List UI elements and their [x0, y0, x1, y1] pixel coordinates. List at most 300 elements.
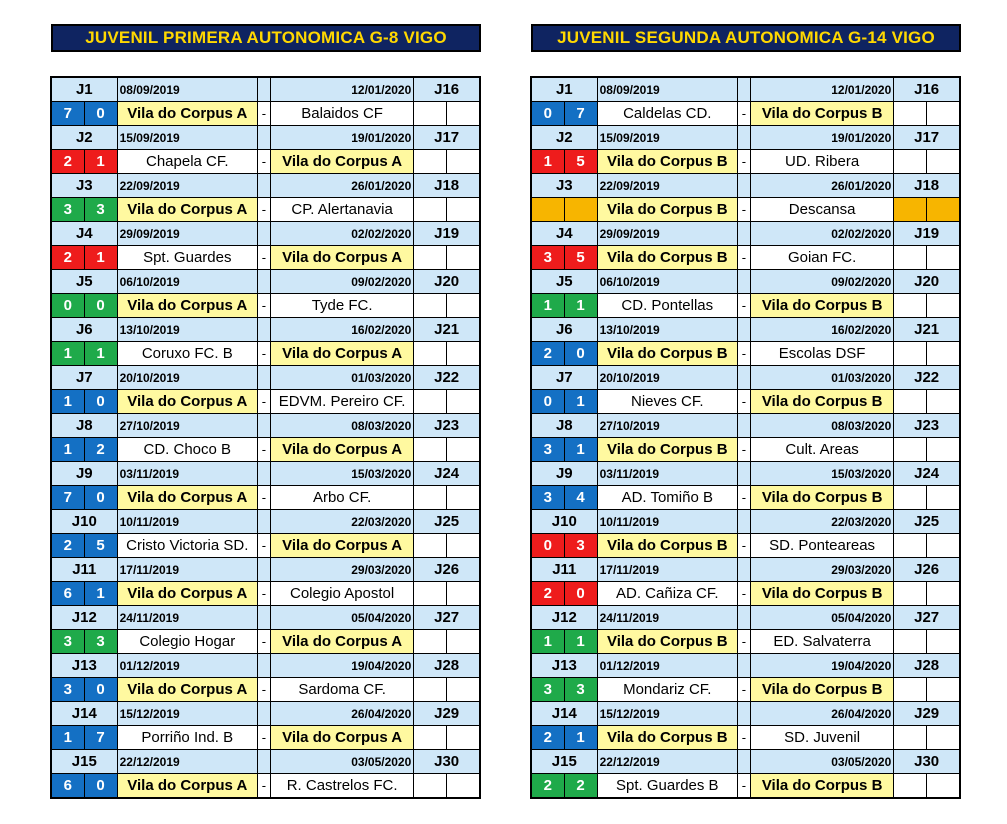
header-spacer: [257, 222, 270, 246]
versus-dash: -: [737, 630, 750, 654]
round-label-first-leg: J4: [531, 222, 597, 246]
round-label-second-leg: J24: [414, 462, 480, 486]
score-away: 1: [564, 438, 597, 462]
return-score-home: [894, 246, 927, 270]
versus-dash: -: [737, 726, 750, 750]
fixtures-table-segunda: [530, 76, 961, 799]
home-team: Spt. Guardes B: [597, 774, 737, 799]
header-spacer: [257, 414, 270, 438]
score-away: 7: [564, 102, 597, 126]
header-spacer: [257, 510, 270, 534]
round-label-first-leg: J2: [531, 126, 597, 150]
round-label-first-leg: J3: [51, 174, 117, 198]
round-label-second-leg: J22: [414, 366, 480, 390]
score-away: 3: [564, 534, 597, 558]
date-first-leg: 15/09/2019: [597, 126, 737, 150]
match-row: [51, 390, 480, 414]
header-spacer: [737, 318, 750, 342]
header-spacer: [737, 414, 750, 438]
date-first-leg: 17/11/2019: [597, 558, 737, 582]
score-home: 3: [51, 630, 84, 654]
score-away: 0: [564, 582, 597, 606]
header-spacer: [257, 318, 270, 342]
away-team: SD. Ponteareas: [750, 534, 893, 558]
round-header-row: [51, 462, 480, 486]
return-score-away: [927, 726, 960, 750]
away-team: ED. Salvaterra: [750, 630, 893, 654]
return-score-away: [447, 582, 480, 606]
header-spacer: [737, 270, 750, 294]
match-row: [51, 438, 480, 462]
date-second-leg: 02/02/2020: [270, 222, 413, 246]
header-spacer: [257, 77, 270, 102]
versus-dash: -: [737, 774, 750, 799]
date-second-leg: 12/01/2020: [750, 77, 893, 102]
date-second-leg: 01/03/2020: [750, 366, 893, 390]
versus-dash: -: [737, 438, 750, 462]
round-label-first-leg: J12: [51, 606, 117, 630]
return-score-away: [447, 774, 480, 799]
score-home: 3: [531, 678, 564, 702]
score-home: 2: [51, 534, 84, 558]
date-first-leg: 20/10/2019: [597, 366, 737, 390]
home-team: CD. Pontellas: [597, 294, 737, 318]
round-label-first-leg: J2: [51, 126, 117, 150]
score-away: 4: [564, 486, 597, 510]
round-label-second-leg: J26: [894, 558, 960, 582]
round-header-row: [51, 126, 480, 150]
match-row: [531, 774, 960, 799]
away-team: SD. Juvenil: [750, 726, 893, 750]
match-row: [51, 198, 480, 222]
round-label-second-leg: J23: [414, 414, 480, 438]
match-row: [51, 246, 480, 270]
away-team: Vila do Corpus A: [270, 726, 413, 750]
home-team: Spt. Guardes: [117, 246, 257, 270]
round-label-second-leg: J28: [894, 654, 960, 678]
date-second-leg: 19/04/2020: [750, 654, 893, 678]
home-team: Nieves CF.: [597, 390, 737, 414]
return-score-home: [414, 150, 447, 174]
round-label-first-leg: J14: [531, 702, 597, 726]
score-home: 6: [51, 774, 84, 799]
score-home: 7: [51, 486, 84, 510]
return-score-home: [414, 198, 447, 222]
round-header-row: [51, 222, 480, 246]
score-home: 2: [51, 150, 84, 174]
match-row: [531, 534, 960, 558]
return-score-away: [447, 678, 480, 702]
score-away: 7: [84, 726, 117, 750]
score-away: 1: [84, 342, 117, 366]
panel-title-text: JUVENIL PRIMERA AUTONOMICA G-8 VIGO: [85, 28, 447, 47]
return-score-home: [414, 486, 447, 510]
date-first-leg: 15/12/2019: [117, 702, 257, 726]
round-label-first-leg: J15: [51, 750, 117, 774]
versus-dash: -: [737, 198, 750, 222]
score-away: 0: [84, 774, 117, 799]
date-first-leg: 15/09/2019: [117, 126, 257, 150]
match-row: [531, 678, 960, 702]
match-row: [51, 726, 480, 750]
versus-dash: -: [257, 438, 270, 462]
match-row: [51, 342, 480, 366]
round-header-row: [51, 654, 480, 678]
return-score-home: [414, 390, 447, 414]
home-team: Caldelas CD.: [597, 102, 737, 126]
home-team: Coruxo FC. B: [117, 342, 257, 366]
return-score-away: [447, 342, 480, 366]
versus-dash: -: [257, 678, 270, 702]
home-team: Colegio Hogar: [117, 630, 257, 654]
return-score-away: [447, 486, 480, 510]
match-row: [531, 726, 960, 750]
home-team: Chapela CF.: [117, 150, 257, 174]
round-label-second-leg: J17: [414, 126, 480, 150]
match-row: [51, 150, 480, 174]
round-label-second-leg: J29: [414, 702, 480, 726]
versus-dash: -: [257, 198, 270, 222]
return-score-home: [414, 726, 447, 750]
header-spacer: [737, 222, 750, 246]
round-header-row: [531, 510, 960, 534]
round-header-row: [531, 126, 960, 150]
round-label-first-leg: J14: [51, 702, 117, 726]
return-score-away: [927, 774, 960, 799]
round-header-row: [51, 318, 480, 342]
versus-dash: -: [257, 486, 270, 510]
header-spacer: [257, 702, 270, 726]
round-label-first-leg: J4: [51, 222, 117, 246]
round-header-row: [51, 174, 480, 198]
score-home: 3: [51, 678, 84, 702]
date-second-leg: 26/01/2020: [270, 174, 413, 198]
home-team: Vila do Corpus A: [117, 294, 257, 318]
home-team: Vila do Corpus B: [597, 198, 737, 222]
return-score-home: [414, 630, 447, 654]
round-label-second-leg: J20: [894, 270, 960, 294]
score-away: 1: [84, 246, 117, 270]
versus-dash: -: [257, 102, 270, 126]
round-header-row: [51, 510, 480, 534]
versus-dash: -: [257, 534, 270, 558]
round-header-row: [51, 702, 480, 726]
round-label-first-leg: J10: [531, 510, 597, 534]
score-away: 0: [84, 390, 117, 414]
score-away: 2: [564, 774, 597, 799]
date-first-leg: 29/09/2019: [117, 222, 257, 246]
return-score-home: [894, 294, 927, 318]
score-home: 1: [51, 726, 84, 750]
header-spacer: [737, 606, 750, 630]
date-first-leg: 22/12/2019: [117, 750, 257, 774]
round-label-second-leg: J21: [894, 318, 960, 342]
round-label-first-leg: J8: [531, 414, 597, 438]
score-home: 0: [51, 294, 84, 318]
round-label-first-leg: J11: [531, 558, 597, 582]
score-home: 3: [531, 486, 564, 510]
date-second-leg: 26/01/2020: [750, 174, 893, 198]
round-label-second-leg: J24: [894, 462, 960, 486]
round-label-first-leg: J13: [51, 654, 117, 678]
date-first-leg: 22/12/2019: [597, 750, 737, 774]
score-home: [531, 198, 564, 222]
round-label-first-leg: J3: [531, 174, 597, 198]
match-row: [51, 294, 480, 318]
match-row: [51, 102, 480, 126]
score-away: 3: [84, 198, 117, 222]
return-score-home: [894, 774, 927, 799]
date-second-leg: 29/03/2020: [750, 558, 893, 582]
away-team: Vila do Corpus B: [750, 582, 893, 606]
away-team: Colegio Apostol: [270, 582, 413, 606]
header-spacer: [737, 366, 750, 390]
return-score-away: [927, 102, 960, 126]
versus-dash: -: [737, 342, 750, 366]
score-home: 1: [531, 150, 564, 174]
date-second-leg: 02/02/2020: [750, 222, 893, 246]
return-score-away: [927, 150, 960, 174]
header-spacer: [737, 510, 750, 534]
round-label-second-leg: J28: [414, 654, 480, 678]
round-label-second-leg: J19: [414, 222, 480, 246]
header-spacer: [257, 270, 270, 294]
round-header-row: [531, 750, 960, 774]
return-score-away: [927, 390, 960, 414]
return-score-away: [447, 438, 480, 462]
return-score-away: [927, 198, 960, 222]
date-second-leg: 16/02/2020: [270, 318, 413, 342]
round-label-second-leg: J16: [414, 77, 480, 102]
date-first-leg: 24/11/2019: [117, 606, 257, 630]
return-score-away: [447, 630, 480, 654]
return-score-home: [894, 678, 927, 702]
match-row: [531, 342, 960, 366]
score-away: 0: [84, 486, 117, 510]
date-second-leg: 09/02/2020: [270, 270, 413, 294]
versus-dash: -: [257, 294, 270, 318]
round-label-first-leg: J13: [531, 654, 597, 678]
score-home: 1: [51, 438, 84, 462]
versus-dash: -: [737, 582, 750, 606]
match-row: [51, 582, 480, 606]
score-home: 0: [531, 534, 564, 558]
date-second-leg: 26/04/2020: [270, 702, 413, 726]
date-second-leg: 26/04/2020: [750, 702, 893, 726]
match-row: [51, 534, 480, 558]
date-first-leg: 13/10/2019: [597, 318, 737, 342]
match-row: [51, 486, 480, 510]
round-header-row: [531, 174, 960, 198]
date-second-leg: 05/04/2020: [750, 606, 893, 630]
score-away: 1: [564, 726, 597, 750]
score-away: 3: [84, 630, 117, 654]
score-home: 6: [51, 582, 84, 606]
round-label-first-leg: J11: [51, 558, 117, 582]
score-home: 3: [531, 246, 564, 270]
round-label-first-leg: J7: [531, 366, 597, 390]
versus-dash: -: [257, 150, 270, 174]
return-score-away: [927, 534, 960, 558]
versus-dash: -: [257, 390, 270, 414]
date-first-leg: 06/10/2019: [117, 270, 257, 294]
header-spacer: [737, 558, 750, 582]
return-score-home: [894, 534, 927, 558]
home-team: Porriño Ind. B: [117, 726, 257, 750]
header-spacer: [737, 654, 750, 678]
score-home: 3: [531, 438, 564, 462]
away-team: Tyde FC.: [270, 294, 413, 318]
score-home: 1: [51, 390, 84, 414]
score-home: 1: [51, 342, 84, 366]
date-first-leg: 06/10/2019: [597, 270, 737, 294]
round-label-second-leg: J30: [894, 750, 960, 774]
match-row: [51, 630, 480, 654]
return-score-home: [414, 342, 447, 366]
date-second-leg: 08/03/2020: [750, 414, 893, 438]
date-first-leg: 29/09/2019: [597, 222, 737, 246]
fixtures-table-primera: [50, 76, 481, 799]
return-score-home: [894, 630, 927, 654]
round-header-row: [531, 462, 960, 486]
return-score-home: [894, 102, 927, 126]
away-team: Vila do Corpus A: [270, 630, 413, 654]
return-score-home: [894, 150, 927, 174]
date-first-leg: 08/09/2019: [597, 77, 737, 102]
round-label-first-leg: J15: [531, 750, 597, 774]
away-team: Cult. Areas: [750, 438, 893, 462]
away-team: Goian FC.: [750, 246, 893, 270]
home-team: Vila do Corpus A: [117, 774, 257, 799]
away-team: Vila do Corpus B: [750, 102, 893, 126]
match-row: [531, 246, 960, 270]
date-second-leg: 09/02/2020: [750, 270, 893, 294]
date-second-leg: 15/03/2020: [750, 462, 893, 486]
score-home: 7: [51, 102, 84, 126]
versus-dash: -: [257, 630, 270, 654]
return-score-home: [894, 342, 927, 366]
round-header-row: [531, 414, 960, 438]
date-second-leg: 15/03/2020: [270, 462, 413, 486]
score-home: 3: [51, 198, 84, 222]
return-score-away: [927, 678, 960, 702]
return-score-home: [894, 726, 927, 750]
match-row: [51, 678, 480, 702]
round-label-first-leg: J7: [51, 366, 117, 390]
header-spacer: [737, 174, 750, 198]
away-team: Vila do Corpus B: [750, 774, 893, 799]
round-label-first-leg: J6: [51, 318, 117, 342]
away-team: Descansa: [750, 198, 893, 222]
score-away: 5: [84, 534, 117, 558]
away-team: EDVM. Pereiro CF.: [270, 390, 413, 414]
date-second-leg: 05/04/2020: [270, 606, 413, 630]
return-score-home: [414, 438, 447, 462]
return-score-away: [447, 246, 480, 270]
return-score-away: [447, 102, 480, 126]
score-away: 1: [564, 630, 597, 654]
header-spacer: [737, 77, 750, 102]
round-label-second-leg: J23: [894, 414, 960, 438]
round-header-row: [531, 77, 960, 102]
header-spacer: [257, 606, 270, 630]
score-away: 3: [564, 678, 597, 702]
round-label-first-leg: J12: [531, 606, 597, 630]
round-label-first-leg: J8: [51, 414, 117, 438]
round-label-second-leg: J19: [894, 222, 960, 246]
date-first-leg: 01/12/2019: [597, 654, 737, 678]
away-team: R. Castrelos FC.: [270, 774, 413, 799]
return-score-home: [414, 582, 447, 606]
away-team: Vila do Corpus A: [270, 342, 413, 366]
date-first-leg: 22/09/2019: [117, 174, 257, 198]
return-score-home: [414, 102, 447, 126]
round-header-row: [51, 77, 480, 102]
score-away: 0: [84, 678, 117, 702]
home-team: Vila do Corpus B: [597, 150, 737, 174]
round-header-row: [531, 606, 960, 630]
match-row: [531, 438, 960, 462]
versus-dash: -: [737, 534, 750, 558]
versus-dash: -: [257, 246, 270, 270]
date-first-leg: 17/11/2019: [117, 558, 257, 582]
return-score-away: [927, 294, 960, 318]
score-away: 5: [564, 150, 597, 174]
away-team: Vila do Corpus B: [750, 486, 893, 510]
round-label-first-leg: J9: [51, 462, 117, 486]
round-header-row: [531, 318, 960, 342]
versus-dash: -: [737, 678, 750, 702]
match-row: [531, 630, 960, 654]
home-team: Vila do Corpus B: [597, 246, 737, 270]
match-row: [531, 390, 960, 414]
home-team: Vila do Corpus A: [117, 198, 257, 222]
score-away: [564, 198, 597, 222]
round-label-second-leg: J21: [414, 318, 480, 342]
round-label-first-leg: J5: [51, 270, 117, 294]
round-label-first-leg: J1: [51, 77, 117, 102]
panel-title-text: JUVENIL SEGUNDA AUTONOMICA G-14 VIGO: [557, 28, 935, 47]
header-spacer: [257, 558, 270, 582]
round-header-row: [51, 270, 480, 294]
score-away: 1: [84, 582, 117, 606]
return-score-away: [447, 150, 480, 174]
home-team: Vila do Corpus B: [597, 342, 737, 366]
round-header-row: [51, 414, 480, 438]
return-score-home: [894, 390, 927, 414]
date-first-leg: 10/11/2019: [117, 510, 257, 534]
round-label-first-leg: J10: [51, 510, 117, 534]
return-score-home: [414, 678, 447, 702]
versus-dash: -: [737, 486, 750, 510]
score-home: 0: [531, 102, 564, 126]
panel-title-primera: [51, 24, 481, 52]
match-row: [531, 582, 960, 606]
date-first-leg: 22/09/2019: [597, 174, 737, 198]
versus-dash: -: [257, 726, 270, 750]
round-header-row: [531, 654, 960, 678]
versus-dash: -: [737, 102, 750, 126]
return-score-away: [927, 630, 960, 654]
round-header-row: [51, 558, 480, 582]
date-second-leg: 08/03/2020: [270, 414, 413, 438]
round-label-second-leg: J27: [894, 606, 960, 630]
away-team: Vila do Corpus B: [750, 678, 893, 702]
away-team: Vila do Corpus A: [270, 534, 413, 558]
score-home: 2: [51, 246, 84, 270]
return-score-away: [447, 294, 480, 318]
round-label-second-leg: J26: [414, 558, 480, 582]
